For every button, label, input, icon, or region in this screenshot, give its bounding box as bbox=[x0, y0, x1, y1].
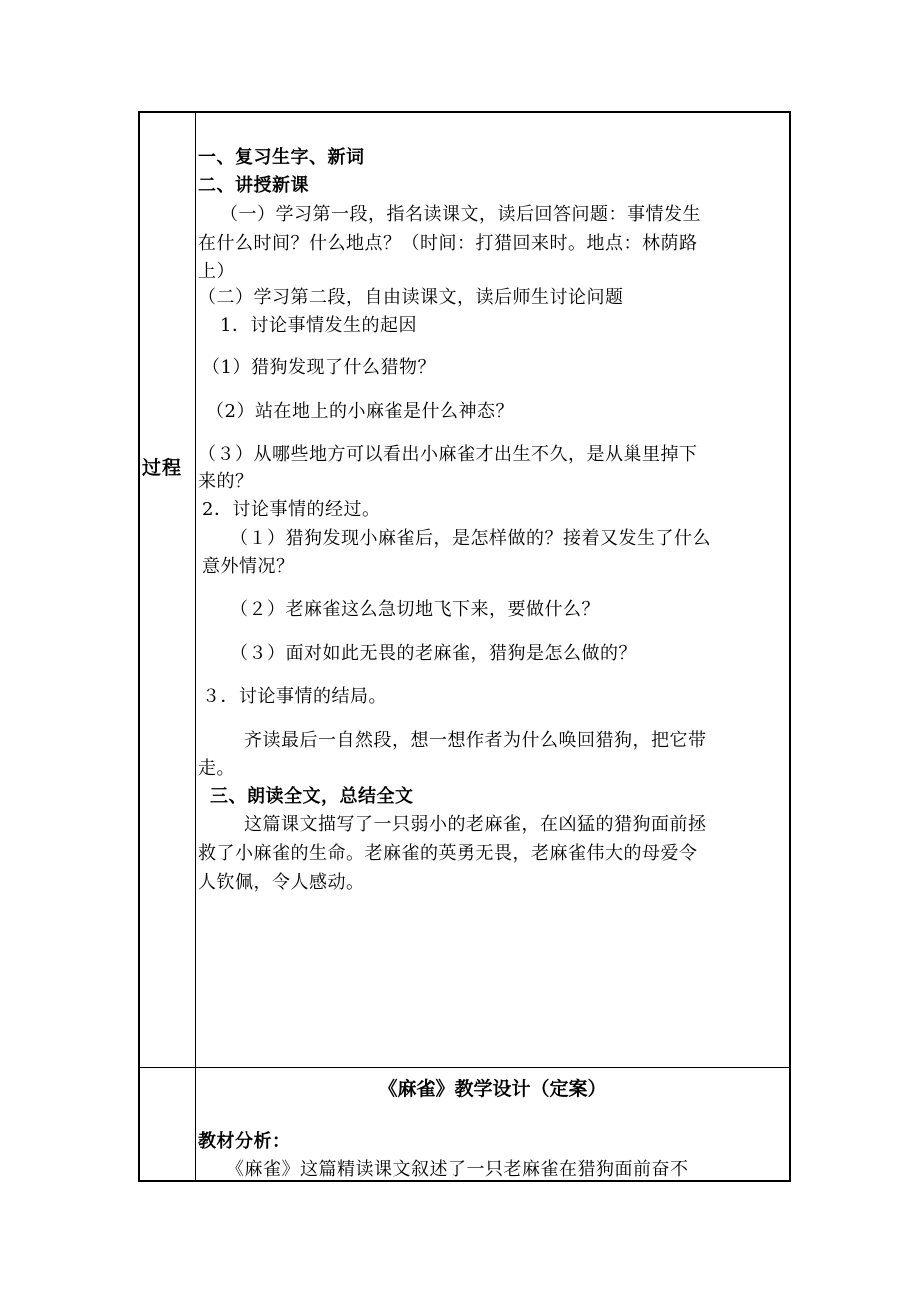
next-content-cell bbox=[196, 1068, 789, 1180]
list-item: （３）从哪些地方可以看出小麻雀才出生不久，是从巢里掉下 bbox=[198, 444, 698, 465]
paragraph-line: 在什么时间？什么地点？（时间：打猎回来时。地点：林荫路 bbox=[198, 233, 698, 254]
paragraph-line: 走。 bbox=[198, 758, 235, 779]
list-item: 1．讨论事情发生的起因 bbox=[220, 315, 417, 336]
paragraph-line: 上） bbox=[198, 261, 235, 282]
next-label-cell bbox=[140, 1068, 196, 1180]
list-item: （２）老麻雀这么急切地飞下来，要做什么？ bbox=[230, 599, 600, 620]
paragraph-line: 人钦佩，令人感动。 bbox=[198, 872, 365, 893]
list-item: （1）猎狗发现了什么猎物？ bbox=[202, 357, 436, 378]
heading-summary: 三、朗读全文，总结全文 bbox=[210, 786, 414, 807]
next-doc-row bbox=[140, 1068, 789, 1180]
list-item: （2）站在地上的小麻雀是什么神态？ bbox=[206, 401, 514, 422]
paragraph-line: 齐读最后一自然段，想一想作者为什么唤回猎狗，把它带 bbox=[244, 730, 707, 751]
lesson-plan-table bbox=[138, 111, 791, 1182]
process-content-cell bbox=[196, 113, 789, 1067]
section-heading: 教材分析： bbox=[198, 1131, 291, 1152]
paragraph-line: （二）学习第二段，自由读课文，读后师生讨论问题 bbox=[198, 287, 624, 308]
process-label: 过程 bbox=[142, 457, 183, 479]
paragraph-line: 这篇课文描写了一只弱小的老麻雀，在凶猛的猎狗面前拯 bbox=[244, 814, 707, 835]
document-title: 《麻雀》教学设计（定案） bbox=[378, 1078, 607, 1100]
heading-new-lesson: 二、讲授新课 bbox=[198, 175, 309, 196]
list-item: （３）面对如此无畏的老麻雀，猎狗是怎么做的？ bbox=[230, 643, 637, 664]
paragraph-line: （一）学习第一段，指名读课文，读后回答问题：事情发生 bbox=[220, 204, 701, 225]
paragraph-line: 意外情况？ bbox=[202, 556, 295, 577]
heading-review: 一、复习生字、新词 bbox=[198, 147, 365, 168]
list-item: ３．讨论事情的结局。 bbox=[202, 686, 387, 707]
paragraph-line: 来的？ bbox=[198, 471, 254, 492]
paragraph-line: 《麻雀》这篇精读课文叙述了一只老麻雀在猎狗面前奋不 bbox=[226, 1159, 689, 1180]
process-row bbox=[140, 113, 789, 1068]
list-item: 2．讨论事情的经过。 bbox=[202, 499, 381, 520]
list-item: （１）猎狗发现小麻雀后，是怎样做的？接着又发生了什么 bbox=[230, 528, 711, 549]
paragraph-line: 救了小麻雀的生命。老麻雀的英勇无畏，老麻雀伟大的母爱令 bbox=[198, 843, 698, 864]
process-label-cell bbox=[140, 113, 196, 1067]
